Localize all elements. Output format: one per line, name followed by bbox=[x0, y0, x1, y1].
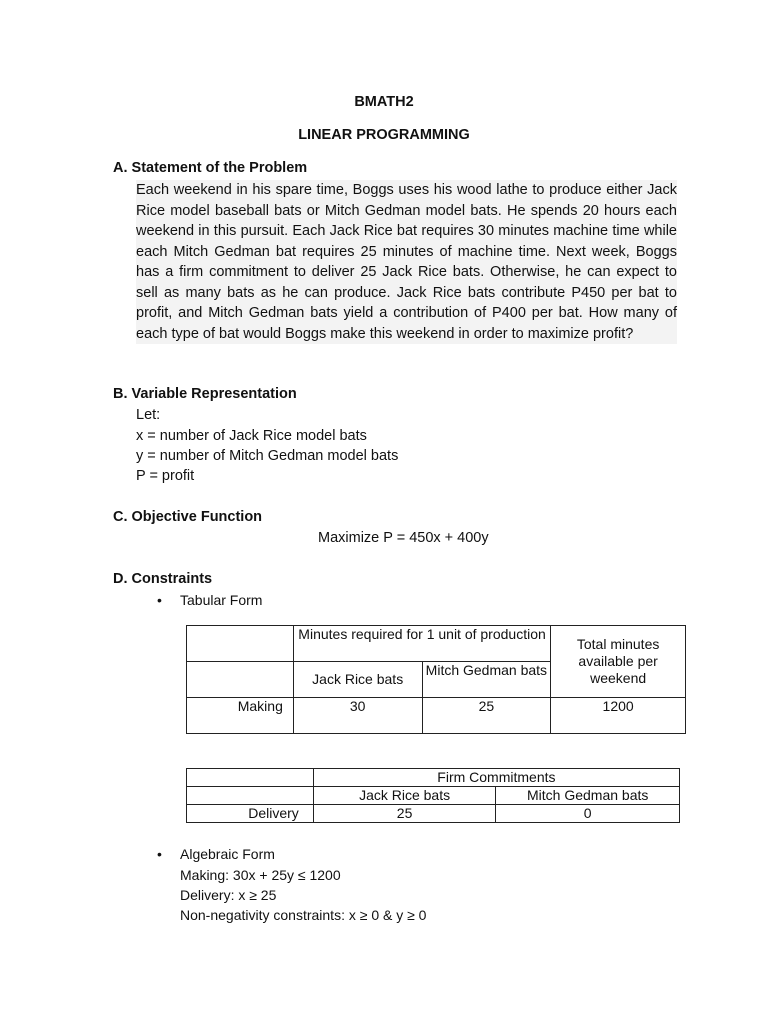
variable-line: y = number of Mitch Gedman model bats bbox=[136, 448, 399, 464]
problem-statement: Each weekend in his spare time, Boggs uses his wood lathe to produce either Jack Rice model baseball bats or Mitch Gedman model bats. He spends 20 hours each weekend in this pursuit. Each Jack Rice bat requires 30 minutes machine time while each Mitch Gedman bat requires 25 minutes of machine time. Next week, Boggs has a firm commitment to deliver 25 Jack Rice bats. Otherwise, he can expect to sell as many bats as he can produce. Jack Rice bats contribute P450 per bat to profit, and Mitch Gedman bats yield a contribution of P400 per bat. How many of each type of bat would Boggs make this weekend in order to maximize profit? bbox=[136, 180, 677, 344]
table-header: Jack Rice bats bbox=[313, 787, 496, 805]
objective-function: Maximize P = 450x + 400y bbox=[318, 530, 489, 546]
table-cell bbox=[187, 769, 314, 787]
row-label: Making bbox=[187, 698, 294, 734]
commitments-table bbox=[186, 768, 680, 823]
section-a-heading: A. Statement of the Problem bbox=[113, 160, 308, 176]
table-header: Mitch Gedman bats bbox=[496, 787, 680, 805]
table-cell: 25 bbox=[313, 805, 496, 823]
table-cell: 1200 bbox=[551, 698, 686, 734]
tabular-form-label: Tabular Form bbox=[180, 592, 263, 608]
table-cell bbox=[187, 626, 294, 662]
table-cell: 0 bbox=[496, 805, 680, 823]
constraint-line: Making: 30x + 25y ≤ 1200 bbox=[180, 867, 341, 883]
section-d-heading: D. Constraints bbox=[113, 571, 213, 587]
table-cell: 30 bbox=[293, 698, 422, 734]
table-header: Minutes required for 1 unit of production bbox=[293, 626, 550, 662]
algebraic-form-label: Algebraic Form bbox=[180, 846, 275, 862]
variable-line: x = number of Jack Rice model bats bbox=[136, 428, 367, 444]
table-cell bbox=[187, 662, 294, 698]
minutes-table bbox=[186, 625, 686, 734]
variable-line: P = profit bbox=[136, 468, 195, 484]
row-label: Delivery bbox=[187, 805, 314, 823]
course-code: BMATH2 bbox=[354, 94, 414, 110]
table-cell bbox=[187, 787, 314, 805]
constraint-line: Delivery: x ≥ 25 bbox=[180, 887, 277, 903]
table-header: Firm Commitments bbox=[313, 769, 679, 787]
document-title: LINEAR PROGRAMMING bbox=[298, 127, 470, 143]
bullet-icon: • bbox=[157, 846, 162, 862]
section-c-heading: C. Objective Function bbox=[113, 509, 263, 525]
table-header: Total minutes available per weekend bbox=[551, 626, 686, 698]
section-b-heading: B. Variable Representation bbox=[113, 386, 297, 402]
variable-line: Let: bbox=[136, 407, 161, 423]
constraint-line: Non-negativity constraints: x ≥ 0 & y ≥ 0 bbox=[180, 907, 427, 923]
bullet-icon: • bbox=[157, 592, 162, 608]
table-header: Mitch Gedman bats bbox=[422, 662, 551, 698]
table-cell: 25 bbox=[422, 698, 551, 734]
table-header: Jack Rice bats bbox=[293, 662, 422, 698]
